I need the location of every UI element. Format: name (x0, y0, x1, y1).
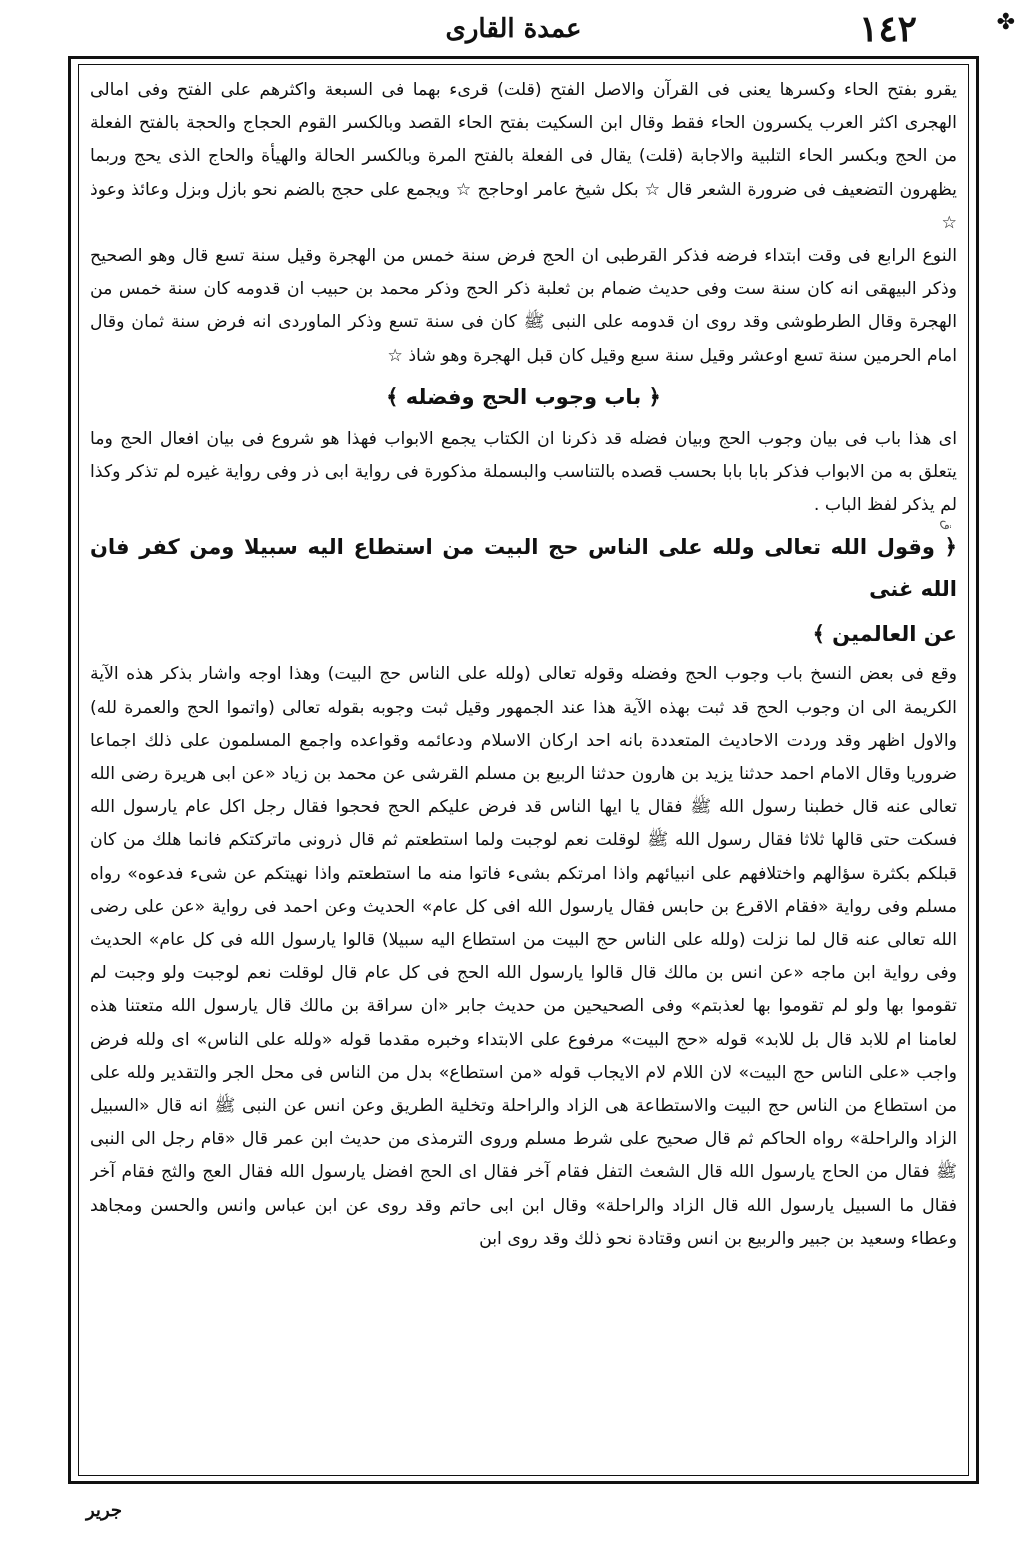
chapter-heading: ﴿ باب وجوب الحج وفضله ﴾ (386, 384, 661, 409)
paragraph-2: النوع الرابع فى وقت ابتداء فرضه فذكر القرطبى ان الحج فرض سنة خمس من الهجرة وقيل سنة تسع قال وهو الصحيح وذكر البيهقى انه كان سنة ست وفى حديث ضمام بن ثعلبة ذكر الحج وذكر محمد بن حبيب ان قدومه كان سنة خمس من الهجرة وقال الطرطوشى وقد روى ان قدومه على النبى ﷺ كان فى سنة تسع وذكر الماوردى انه فرض سنة ثمان وقال امام الحرمين سنة تسع اوعشر وقيل سنة سبع وقيل كان قبل الهجرة وهو شاذ ☆ (90, 246, 957, 366)
page-header (0, 0, 1027, 58)
running-title: عمدة القارى (445, 14, 582, 44)
page-number: ١٤٢ (858, 8, 917, 50)
paragraph-4: وقع فى بعض النسخ باب وجوب الحج وفضله وقوله تعالى (ولله على الناس حج البيت) وهذا اوجه واشار بذكر هذه الآية الكريمة الى ان وجوب الحج قد ثبت بهذه الآية هذا عند الجمهور وقيل ثبت وجوبه بقوله تعالى (واتموا الحج والعمرة لله) والاول اظهر وقد وردت الاحاديث المتعددة بانه احد اركان الاسلام ودعائمه وقواعده واجمع المسلمون على ذلك اجماعا ضروريا وقال الامام احمد حدثنا يزيد بن هارون حدثنا الربيع بن مسلم القرشى عن محمد بن زياد «عن ابى هريرة رضى الله تعالى عنه قال خطبنا رسول الله ﷺ فقال يا ايها الناس قد فرض عليكم الحج فحجوا فقال رجل اكل عام يارسول الله فسكت حتى قالها ثلاثا فقال رسول الله ﷺ لوقلت نعم لوجبت ولما استطعتم ثم قال ذرونى ماتركتكم فانما هلك من كان قبلكم بكثرة سؤالهم واختلافهم على انبيائهم واذا امرتكم بشىء فاتوا منه ما استطعتم واذا نهيتكم عن شىء فدعوه» رواه مسلم وفى رواية «فقام الاقرع بن حابس فقال يارسول الله افى كل عام» الحديث وعن احمد فى رواية «عن على رضى الله تعالى عنه قال لما نزلت (ولله على الناس حج البيت من استطاع اليه سبيلا) قالوا يارسول الله فى كل عام» الحديث وفى رواية ابن ماجه «عن انس بن مالك قال قالوا يارسول الله الحج فى كل عام قال لوقلت نعم لوجبت ولو وجبت لم تقوموا بها ولو لم تقوموا بها لعذبتم» وفى الصحيحين من حديث جابر «ان سراقة بن مالك قال يارسول الله متعتنا هذه لعامنا ام للابد قال بل للابد» قوله «حج البيت» مرفوع على الابتداء وخبره مقدما قوله «ولله على الناس» اى ولله فرض واجب «على الناس حج البيت» لان اللام لام الايجاب قوله «من استطاع» بدل من الناس فى محل الجر والتقدير ولله على من استطاع من الناس حج البيت والاستطاعة هى الزاد والراحلة وتخلية الطريق وعن انس عن النبى ﷺ انه قال «السبيل الزاد والراحلة» رواه الحاكم ثم قال صحيح على شرط مسلم وروى الترمذى من حديث ابن عمر قال «قام رجل الى النبى ﷺ فقال من الحاج يارسول الله قال الشعث التفل فقام آخر فقال اى الحج افضل يارسول الله فقال العج والثج فقام آخر فقال ما السبيل يارسول الله قال الزاد والراحلة» وقال ابن ابى حاتم وقد روى عن ابن عباس وانس والحسن ومجاهد وعطاء وسعيد بن جبير والربيع بن انس وقتادة نحو ذلك وقد روى ابن (90, 664, 957, 1249)
ornament-mark: ✤ (996, 10, 1015, 35)
paragraph-1: يقرو بفتح الحاء وكسرها يعنى فى القرآن والاصل الفتح (قلت) قرىء بهما فى السبعة واكثرهم على الفتح وفى امالى الهجرى اكثر العرب يكسرون الحاء فقط وقال ابن السكيت بفتح الحاء القصد وبالكسر القوم الحجاج والحجة بالفتح الفعلة من الحج وبكسر الحاء التلبية والاجابة (قلت) يقال فى الفعلة بالفتح المرة وبالكسر الحالة والهيأة والحاج الذى يحج وربما يظهرون التضعيف فى ضرورة الشعر قال ☆ بكل شيخ عامر اوحاجج ☆ ويجمع على حجج بالضم نحو بازل وبزل وعائذ وعوذ ☆ (90, 80, 957, 233)
main-text (90, 74, 957, 1472)
quran-verse-end: عن العالمين ﴾ (812, 622, 957, 647)
footer-signature: جرير (86, 1500, 122, 1521)
margin-note: ق (939, 520, 954, 531)
quran-verse: ﴿ وقول الله تعالى ولله على الناس حج البيت من استطاع اليه سبيلا ومن كفر فان الله غنى (90, 535, 957, 602)
paragraph-3: اى هذا باب فى بيان وجوب الحج وبيان فضله قد ذكرنا ان الكتاب يجمع الابواب فهذا هو شروع فى بيان افعال الحج وما يتعلق به من الابواب فذكر بابا بابا بحسب قصده بالتناسب والبسملة مذكورة فى رواية ابى ذر وفى رواية غيره لم تذكر وكذا لم يذكر لفظ الباب . (90, 428, 957, 516)
